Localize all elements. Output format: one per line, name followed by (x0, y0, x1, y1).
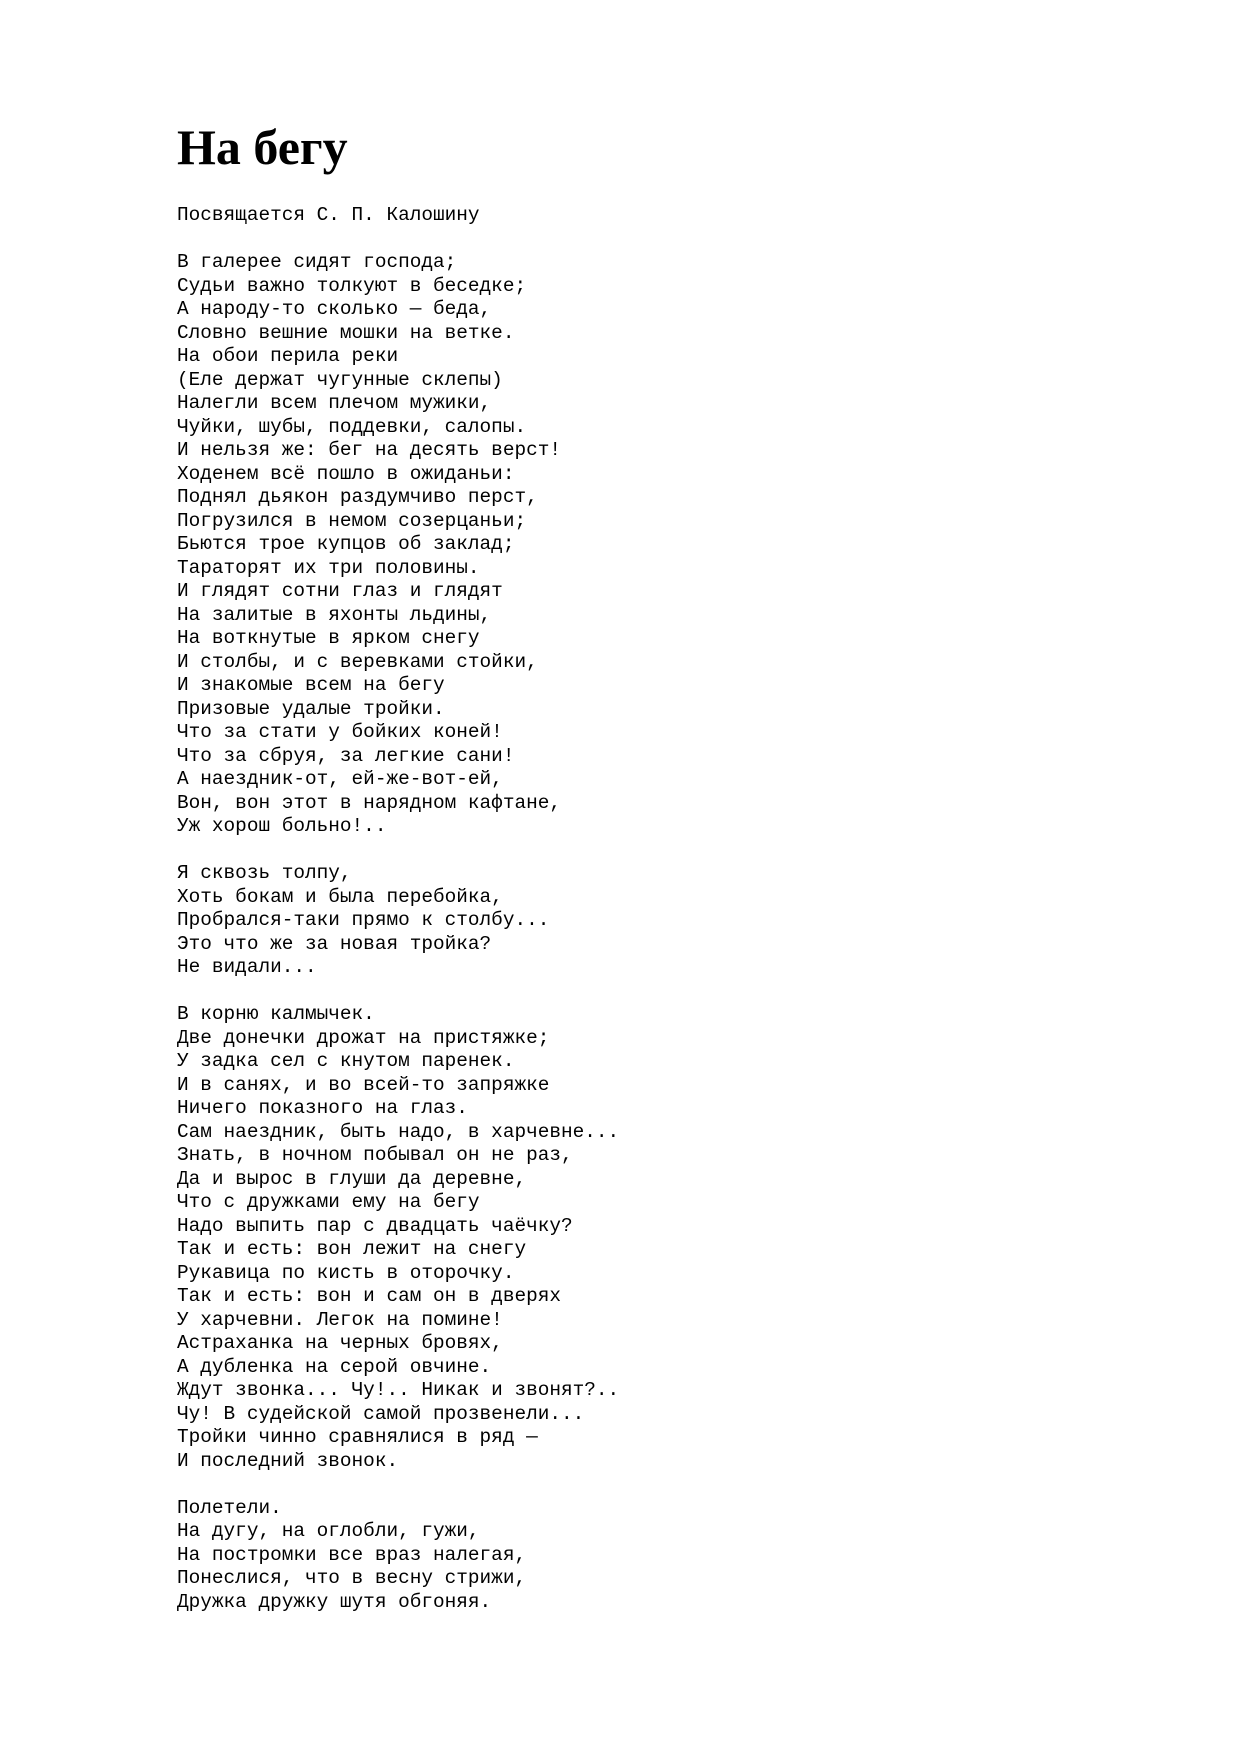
stanza (177, 251, 619, 839)
poem-line: Полетели. (177, 1496, 282, 1519)
poem-line: Ничего показного на глаз. (177, 1097, 468, 1119)
poem-line: И столбы, и с веревками стойки, (177, 650, 538, 673)
poem-line: И знакомые всем на бегу (177, 674, 445, 696)
poem-line: На постромки все враз налегая, (177, 1543, 527, 1566)
poem-line: И в санях, и во всей-то запряжке (177, 1073, 550, 1096)
poem-line: Налегли всем плечом мужики, (177, 392, 492, 414)
poem-line: И последний звонок. (177, 1449, 399, 1472)
poem-line: Да и вырос в глуши да деревне, (177, 1167, 527, 1190)
blank-line (177, 980, 619, 1004)
poem-line: Две донечки дрожат на пристяжке; (177, 1026, 550, 1049)
poem-line: У задка сел с кнутом паренек. (177, 1050, 515, 1072)
stanza (177, 1497, 619, 1615)
poem-line: Словно вешние мошки на ветке. (177, 321, 515, 344)
poem-line: Это что же за новая тройка? (177, 932, 492, 955)
blank-line (177, 228, 619, 252)
poem-line: Я сквозь толпу, (177, 862, 352, 884)
poem-line: Тараторят их три половины. (177, 556, 480, 579)
blank-line (177, 1473, 619, 1497)
poem-line: Так и есть: вон лежит на снегу (177, 1238, 527, 1260)
poem-line: Чу! В судейской самой прозвенели... (177, 1402, 585, 1425)
poem-line: Чуйки, шубы, поддевки, салопы. (177, 415, 527, 438)
poem-line: У харчевни. Легок на помине! (177, 1308, 503, 1331)
poem-line: Что за сбруя, за легкие сани! (177, 744, 515, 767)
stanza (177, 862, 619, 980)
poem-line: Ждут звонка... Чу!.. Никак и звонят?.. (177, 1379, 620, 1401)
poem-line: Судьи важно толкуют в беседке; (177, 274, 527, 297)
poem-line: На залитые в яхонты льдины, (177, 603, 492, 626)
poem-line: Вон, вон этот в нарядном кафтане, (177, 791, 561, 814)
poem-line: Погрузился в немом созерцаньи; (177, 509, 527, 532)
poem-line: А дубленка на серой овчине. (177, 1355, 492, 1378)
poem-line: Призовые удалые тройки. (177, 697, 445, 720)
poem-line: И глядят сотни глаз и глядят (177, 580, 503, 602)
poem-line: А народу-то сколько — беда, (177, 298, 492, 320)
poem-line: Астраханка на черных бровях, (177, 1332, 503, 1354)
stanza (177, 1003, 619, 1473)
poem-line: Надо выпить пар с двадцать чаёчку? (177, 1214, 573, 1237)
poem-line: И нельзя же: бег на десять верст! (177, 439, 561, 461)
poem-body (177, 204, 619, 1614)
poem-line: Бьются трое купцов об заклад; (177, 533, 515, 555)
poem-line: Уж хорош больно!.. (177, 815, 387, 837)
poem-line: Так и есть: вон и сам он в дверях (177, 1285, 561, 1307)
poem-line: На обои перила реки (177, 345, 399, 367)
poem-line: (Еле держат чугунные склепы) (177, 368, 503, 391)
poem-line: На дугу, на оглобли, гужи, (177, 1520, 480, 1542)
poem-line: Поднял дьякон раздумчиво перст, (177, 486, 538, 508)
poem-line: Ходенем всё пошло в ожиданьи: (177, 462, 515, 485)
poem-title: На бегу (177, 119, 348, 175)
poem-line: Понеслися, что в весну стрижи, (177, 1567, 527, 1589)
poem-line: Пробрался-таки прямо к столбу... (177, 909, 550, 931)
poem-line: Сам наездник, быть надо, в харчевне... (177, 1120, 620, 1143)
poem-line: В галерее сидят господа; (177, 251, 457, 273)
poem-line: Не видали... (177, 956, 317, 978)
poem-line: Тройки чинно сравнялися в ряд — (177, 1426, 538, 1448)
poem-line: А наездник-от, ей-же-вот-ей, (177, 768, 503, 790)
poem-line: Хоть бокам и была перебойка, (177, 885, 503, 908)
poem-line: В корню калмычек. (177, 1003, 375, 1025)
dedication: Посвящается С. П. Калошину (177, 204, 480, 226)
poem-line: Что с дружками ему на бегу (177, 1191, 480, 1213)
poem-line: Знать, в ночном побывал он не раз, (177, 1144, 573, 1166)
poem-line: Рукавица по кисть в оторочку. (177, 1261, 515, 1284)
poem-line: На воткнутые в ярком снегу (177, 627, 480, 649)
blank-line (177, 839, 619, 863)
poem-line: Дружка дружку шутя обгоняя. (177, 1590, 492, 1613)
poem-line: Что за стати у бойких коней! (177, 721, 503, 743)
